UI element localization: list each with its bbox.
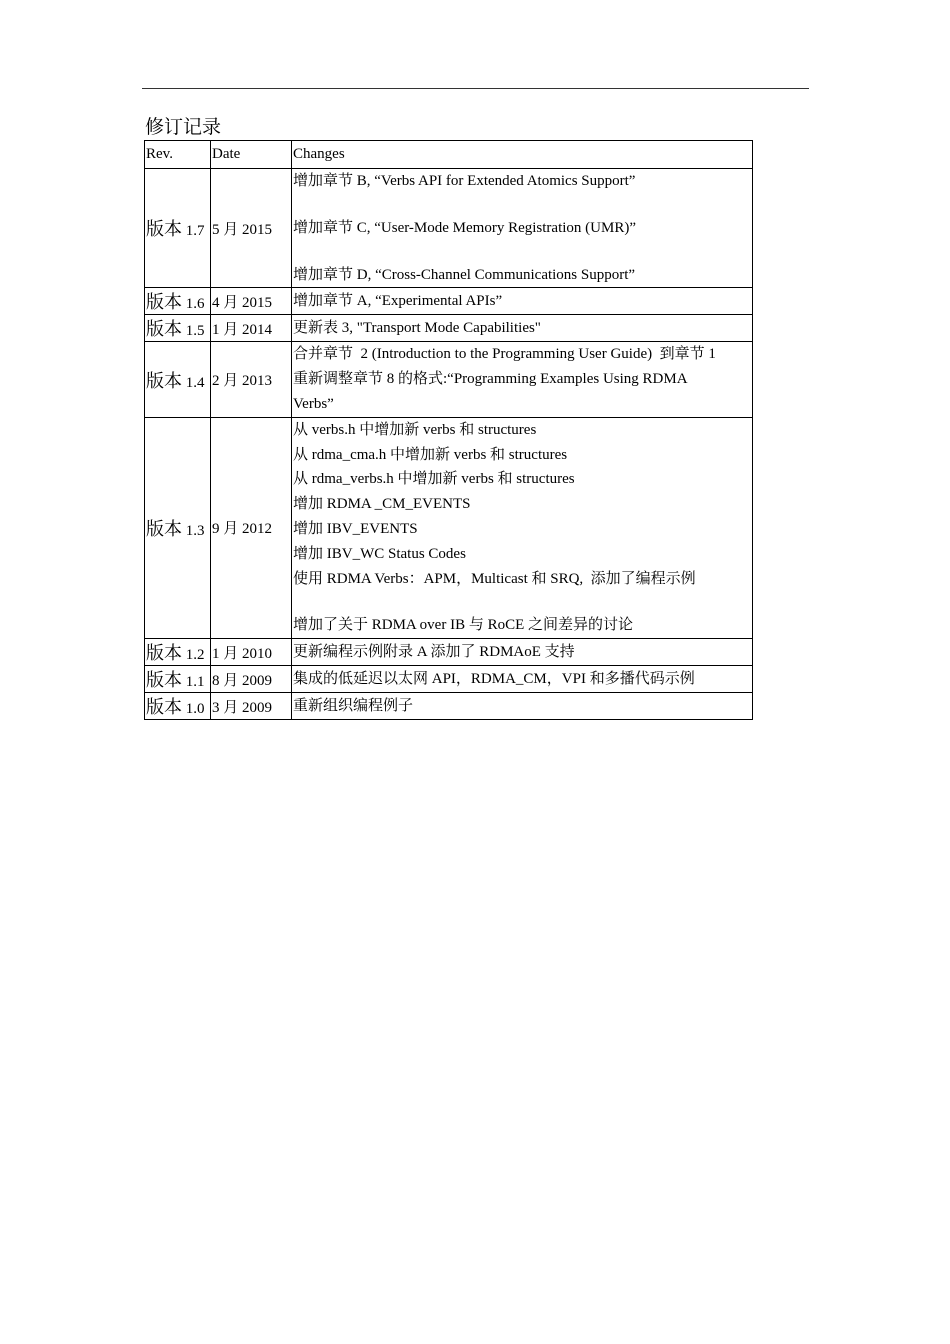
- change-line: 从 rdma_cma.h 中增加新 verbs 和 structures: [293, 446, 568, 463]
- rev-cell: [145, 693, 211, 720]
- changes-cell: [292, 342, 753, 417]
- change-line: 集成的低延迟以太网 API，RDMA_CM，VPI 和多播代码示例: [293, 671, 695, 688]
- change-line: 从 verbs.h 中增加新 verbs 和 structures: [293, 421, 537, 438]
- blank-line: [293, 194, 751, 216]
- changes-cell: [292, 288, 753, 315]
- rev-number: 1.2: [185, 647, 205, 664]
- rev-label: 版本: [146, 292, 182, 314]
- rev-cell: [145, 169, 211, 288]
- change-line: 更新编程示例附录 A 添加了 RDMAoE 支持: [293, 644, 575, 661]
- change-line: 增加章节 D, “Cross-Channel Communications Support”: [293, 266, 636, 283]
- date-cell: 2 月 2013: [211, 342, 292, 417]
- date-cell: 4 月 2015: [211, 288, 292, 315]
- change-line: 重新组织编程例子: [293, 698, 414, 715]
- rev-label: 版本: [146, 518, 182, 540]
- section-title: 修订记录: [145, 116, 222, 138]
- change-line: 增加 IBV_WC Status Codes: [293, 545, 466, 562]
- rev-number: 1.7: [185, 223, 205, 240]
- rev-label: 版本: [146, 370, 182, 392]
- column-header-rev: Rev.: [145, 141, 211, 169]
- change-line: 更新表 3, "Transport Mode Capabilities": [293, 320, 541, 337]
- change-line: 合并章节 2 (Introduction to the Programming User Guide) 到章节 1: [293, 346, 716, 363]
- table-row: [145, 417, 753, 638]
- change-line: 重新调整章节 8 的格式:“Programming Examples Using RDMA: [293, 371, 688, 388]
- table-row: [145, 342, 753, 417]
- rev-number: 1.0: [185, 701, 205, 718]
- change-line: 增加 RDMA _CM_EVENTS: [293, 496, 471, 513]
- change-line: 增加了关于 RDMA over IB 与 RoCE 之间差异的讨论: [293, 617, 634, 634]
- date-cell: 9 月 2012: [211, 417, 292, 638]
- blank-line: [293, 591, 751, 613]
- rev-label: 版本: [146, 643, 182, 665]
- column-header-changes: Changes: [292, 141, 753, 169]
- revision-history-table: [144, 140, 753, 720]
- changes-cell: [292, 639, 753, 666]
- rev-number: 1.6: [185, 296, 205, 313]
- changes-cell: [292, 169, 753, 288]
- rev-cell: [145, 315, 211, 342]
- table-body: [145, 169, 753, 720]
- rev-number: 1.3: [185, 522, 205, 539]
- change-line: 从 rdma_verbs.h 中增加新 verbs 和 structures: [293, 471, 575, 488]
- changes-cell: [292, 417, 753, 638]
- rev-cell: [145, 639, 211, 666]
- rev-cell: [145, 666, 211, 693]
- rev-label: 版本: [146, 219, 182, 241]
- table-header-row: [145, 141, 753, 169]
- date-cell: 1 月 2014: [211, 315, 292, 342]
- header-rule: [142, 88, 809, 89]
- table-row: [145, 639, 753, 666]
- rev-cell: [145, 342, 211, 417]
- change-line: 增加章节 B, “Verbs API for Extended Atomics Support”: [293, 173, 636, 189]
- changes-cell: [292, 693, 753, 720]
- table-row: [145, 288, 753, 315]
- change-line: 增加章节 A, “Experimental APIs”: [293, 293, 503, 310]
- rev-label: 版本: [146, 319, 182, 341]
- table-row: [145, 169, 753, 288]
- column-header-date: Date: [211, 141, 292, 169]
- rev-label: 版本: [146, 697, 182, 719]
- blank-line: [293, 241, 751, 263]
- date-cell: 3 月 2009: [211, 693, 292, 720]
- rev-label: 版本: [146, 670, 182, 692]
- changes-cell: [292, 315, 753, 342]
- rev-number: 1.1: [185, 674, 205, 691]
- change-line: 增加 IBV_EVENTS: [293, 520, 418, 537]
- date-cell: 5 月 2015: [211, 169, 292, 288]
- table-row: [145, 315, 753, 342]
- date-cell: 8 月 2009: [211, 666, 292, 693]
- change-line: 增加章节 C, “User-Mode Memory Registration (UMR)”: [293, 219, 636, 236]
- table-row: [145, 666, 753, 693]
- table-row: [145, 693, 753, 720]
- changes-cell: [292, 666, 753, 693]
- rev-cell: [145, 288, 211, 315]
- rev-cell: [145, 417, 211, 638]
- rev-number: 1.4: [185, 374, 205, 391]
- change-line: Verbs”: [293, 395, 334, 412]
- date-cell: 1 月 2010: [211, 639, 292, 666]
- rev-number: 1.5: [185, 323, 205, 340]
- change-line: 使用 RDMA Verbs：APM，Multicast 和 SRQ, 添加了编程示例: [293, 570, 696, 587]
